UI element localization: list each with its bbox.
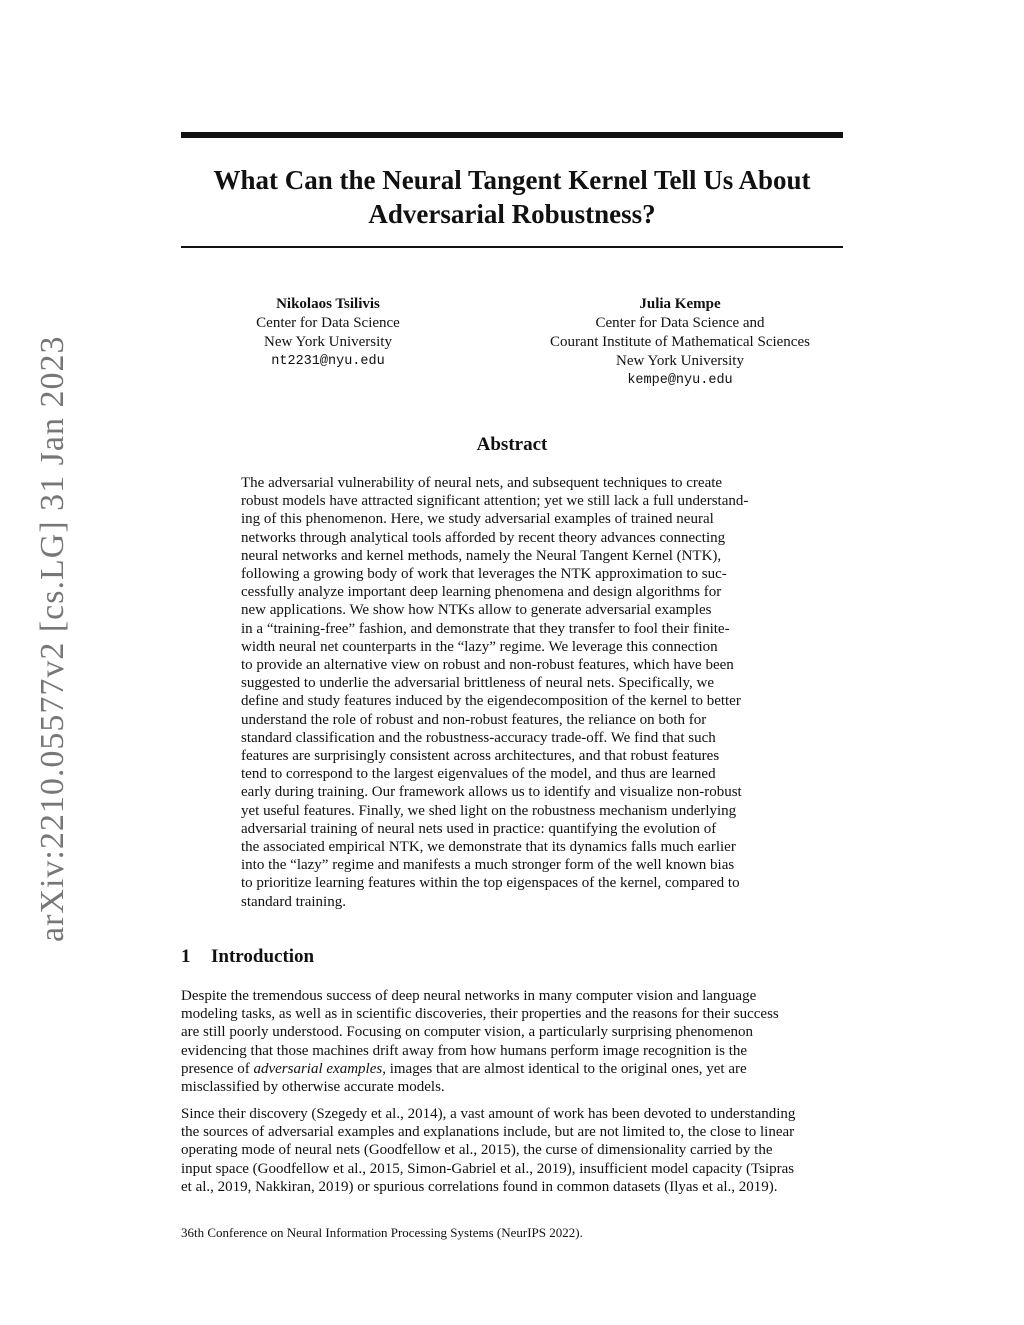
section-title: Introduction (211, 946, 315, 967)
title-line: What Can the Neural Tangent Kernel Tell Us About (213, 165, 811, 195)
abstract-line: new applications. We show how NTKs allow to generate adversarial examples (241, 602, 712, 619)
author-affiliation: New York University (264, 334, 392, 350)
paragraph-text: , images that are almost identical to the original ones, yet are (382, 1060, 747, 1077)
arxiv-identifier: arXiv:2210.05577v2 [cs.LG] 31 Jan 2023 (34, 335, 71, 942)
abstract-line: standard classification and the robustness-accuracy trade-off. We find that such (241, 729, 716, 746)
title-top-rule (181, 132, 843, 138)
abstract-line: understand the role of robust and non-robust features, the reliance on both for (241, 711, 707, 728)
introduction-paragraph-1 (181, 987, 853, 1096)
paper-title (181, 163, 843, 231)
paragraph-line: modeling tasks, as well as in scientific discoveries, their properties and the reasons for their success (181, 1006, 779, 1023)
conference-footnote: 36th Conference on Neural Information Processing Systems (NeurIPS 2022). (181, 1225, 583, 1240)
author-email[interactable]: nt2231@nyu.edu (271, 354, 385, 369)
abstract-line: define and study features induced by the eigendecomposition of the kernel to better (241, 693, 741, 710)
author-name: Julia Kempe (639, 296, 721, 312)
paragraph-line: input space (Goodfellow et al., 2015, Simon-Gabriel et al., 2019), insufficient model capacity (Tsipras (181, 1160, 795, 1177)
paragraph-line: operating mode of neural nets (Goodfellow et al., 2015), the curse of dimensionality carried by the (181, 1142, 773, 1159)
section-heading-introduction (181, 946, 314, 968)
abstract-line: following a growing body of work that leverages the NTK approximation to suc- (241, 566, 727, 583)
abstract-line: adversarial training of neural nets used in practice: quantifying the evolution of (241, 820, 717, 837)
title-line: Adversarial Robustness? (368, 199, 656, 229)
author-affiliation: Center for Data Science and (595, 315, 765, 331)
paragraph-line: Despite the tremendous success of deep neural networks in many computer vision and language (181, 988, 757, 1004)
abstract-line: suggested to underlie the adversarial brittleness of neural nets. Specifically, we (241, 675, 715, 692)
abstract-body (241, 474, 801, 911)
paragraph-line: Since their discovery (Szegedy et al., 2014), a vast amount of work has been devoted to understanding (181, 1106, 796, 1122)
author-name: Nikolaos Tsilivis (276, 296, 380, 312)
introduction-paragraph-2 (181, 1105, 853, 1196)
abstract-line: standard training. (241, 893, 346, 910)
abstract-line: The adversarial vulnerability of neural nets, and subsequent techniques to create (241, 475, 723, 491)
author-block-tsilivis (228, 295, 428, 371)
author-email[interactable]: kempe@nyu.edu (627, 373, 733, 388)
paragraph-line: evidencing that those machines drift away from how humans perform image recognition is the (181, 1042, 748, 1059)
author-affiliation: Center for Data Science (256, 315, 400, 331)
section-number: 1 (181, 946, 191, 967)
paragraph-line: misclassified by otherwise accurate models. (181, 1079, 445, 1096)
abstract-heading: Abstract (476, 434, 548, 455)
abstract-line: networks through analytical tools afforded by recent theory advances connecting (241, 529, 726, 546)
abstract-line: ing of this phenomenon. Here, we study adversarial examples of trained neural (241, 511, 714, 528)
paragraph-line: the sources of adversarial examples and explanations include, but are not limited to, the close to linear (181, 1124, 795, 1141)
abstract-line: in a “training-free” fashion, and demonstrate that they transfer to fool their finite- (241, 620, 730, 637)
emphasized-term: adversarial examples (253, 1060, 383, 1077)
abstract-line: yet useful features. Finally, we shed light on the robustness mechanism underlying (241, 802, 737, 819)
author-affiliation: New York University (616, 353, 744, 369)
abstract-line: cessfully analyze important deep learning phenomena and design algorithms for (241, 584, 722, 601)
abstract-line: early during training. Our framework allows us to identify and visualize non-robust (241, 784, 742, 801)
author-affiliation: Courant Institute of Mathematical Sciences (550, 334, 810, 350)
abstract-line: robust models have attracted significant attention; yet we still lack a full understand- (241, 493, 749, 510)
abstract-line: tend to correspond to the largest eigenvalues of the model, and thus are learned (241, 766, 716, 783)
abstract-line: into the “lazy” regime and manifests a much stronger form of the well known bias (241, 857, 735, 874)
abstract-line: neural networks and kernel methods, namely the Neural Tangent Kernel (NTK), (241, 547, 722, 564)
abstract-line: to prioritize learning features within the top eigenspaces of the kernel, compared to (241, 875, 740, 892)
paragraph-line: are still poorly understood. Focusing on computer vision, a particularly surprising phenomenon (181, 1024, 753, 1041)
abstract-line: the associated empirical NTK, we demonstrate that its dynamics falls much earlier (241, 839, 736, 856)
paragraph-text: presence of (181, 1060, 254, 1077)
abstract-line: to provide an alternative view on robust and non-robust features, which have been (241, 657, 734, 674)
abstract-line: features are surprisingly consistent across architectures, and that robust features (241, 748, 720, 765)
abstract-line: width neural net counterparts in the “lazy” regime. We leverage this connection (241, 638, 718, 655)
paragraph-line: et al., 2019, Nakkiran, 2019) or spurious correlations found in common datasets (Ilyas et al., 2019). (181, 1178, 778, 1195)
author-block-kempe (470, 295, 890, 390)
title-bottom-rule (181, 246, 843, 248)
paragraph-line (181, 1060, 853, 1078)
